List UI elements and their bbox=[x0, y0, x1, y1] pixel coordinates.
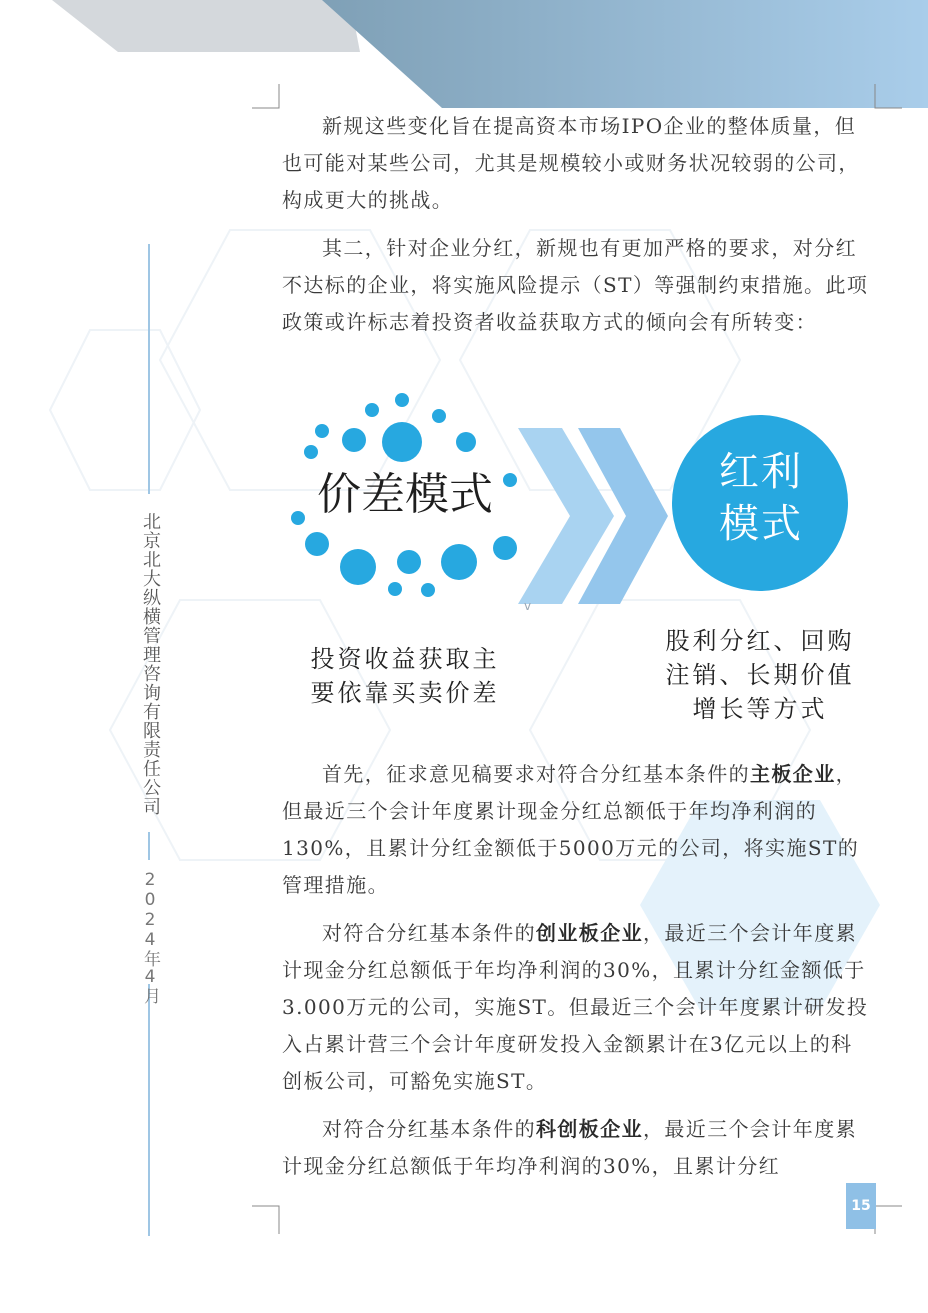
dividend-description bbox=[650, 624, 870, 726]
dot bbox=[432, 409, 446, 423]
dot bbox=[304, 445, 318, 459]
dot bbox=[421, 583, 435, 597]
dot bbox=[365, 403, 379, 417]
sidebar-line-bottom bbox=[148, 984, 150, 1236]
text-segment: 对符合分红基本条件的 bbox=[322, 921, 536, 945]
paragraph-4 bbox=[282, 915, 872, 1100]
price-spread-description bbox=[290, 642, 520, 710]
sidebar-date: 2024年4月 bbox=[140, 870, 160, 1004]
dividend-description-line2: 注销、长期价值 bbox=[665, 661, 855, 689]
bold-term: 创业板企业 bbox=[536, 921, 643, 945]
dot bbox=[456, 432, 476, 452]
price-spread-mode-title: 价差模式 bbox=[317, 469, 493, 520]
crop-mark-top-right bbox=[872, 84, 904, 110]
paragraph-3 bbox=[282, 756, 872, 904]
paragraph-2 bbox=[282, 230, 872, 341]
dot bbox=[340, 549, 376, 585]
header-banner-blue bbox=[322, 0, 928, 108]
crop-mark-top-left bbox=[252, 84, 282, 110]
dividend-description-line1: 股利分红、回购 bbox=[665, 627, 855, 655]
dot bbox=[395, 393, 409, 407]
page-number: 15 bbox=[846, 1183, 876, 1229]
sidebar-line-top bbox=[148, 244, 150, 494]
paragraph-5 bbox=[282, 1111, 872, 1185]
text-segment: ，最近三个会计年度累计现金分红总额低于年均净利润的30%，且累计分红 bbox=[282, 1117, 857, 1178]
dot bbox=[397, 550, 421, 574]
dividend-mode-title bbox=[683, 446, 839, 550]
dot bbox=[382, 422, 422, 462]
price-spread-description-line1: 投资收益获取主 bbox=[310, 645, 500, 673]
paragraph-1 bbox=[282, 108, 872, 219]
dividend-mode-title-line2: 模式 bbox=[719, 501, 803, 547]
text-segment: ，但最近三个会计年度累计现金分红总额低于年均净利润的130%，且累计分红金额低于5000万元的公司，将实施ST的管理措施。 bbox=[282, 762, 860, 897]
text-segment: 对符合分红基本条件的 bbox=[322, 1117, 536, 1141]
bold-term: 科创板企业 bbox=[536, 1117, 643, 1141]
crop-mark-bottom-right bbox=[872, 1204, 904, 1234]
dot bbox=[315, 424, 329, 438]
sidebar-line-middle bbox=[148, 832, 150, 860]
crop-mark-bottom-left bbox=[252, 1204, 282, 1234]
small-mark: v bbox=[524, 599, 532, 613]
text-segment: 新规这些变化旨在提高资本市场IPO企业的整体质量，但也可能对某些公司，尤其是规模较小或财务状况较弱的公司，构成更大的挑战。 bbox=[282, 114, 860, 212]
bold-term: 主板企业 bbox=[750, 762, 836, 786]
sidebar-organization: 北京北大纵横管理咨询有限责任公司 bbox=[140, 512, 161, 816]
dot bbox=[493, 536, 517, 560]
dot bbox=[305, 532, 329, 556]
dot bbox=[388, 582, 402, 596]
header-banner-gray bbox=[52, 0, 360, 52]
dividend-mode-title-line1: 红利 bbox=[719, 449, 803, 495]
text-segment: 其二，针对企业分红，新规也有更加严格的要求，对分红不达标的企业，将实施风险提示（ST）等强制约束措施。此项政策或许标志着投资者收益获取方式的倾向会有所转变： bbox=[282, 236, 869, 334]
dot bbox=[441, 544, 477, 580]
text-segment: 首先，征求意见稿要求对符合分红基本条件的 bbox=[322, 762, 750, 786]
text-segment: ，最近三个会计年度累计现金分红总额低于年均净利润的30%，且累计分红金额低于3.000万元的公司，实施ST。但最近三个会计年度累计研发投入占累计营三个会计年度研发投入金额累计在3亿元以上的科创板公司，可豁免实施ST。 bbox=[282, 921, 869, 1093]
dot bbox=[342, 428, 366, 452]
dividend-description-line3: 增长等方式 bbox=[692, 695, 828, 723]
price-spread-description-line2: 要依靠买卖价差 bbox=[310, 679, 500, 707]
